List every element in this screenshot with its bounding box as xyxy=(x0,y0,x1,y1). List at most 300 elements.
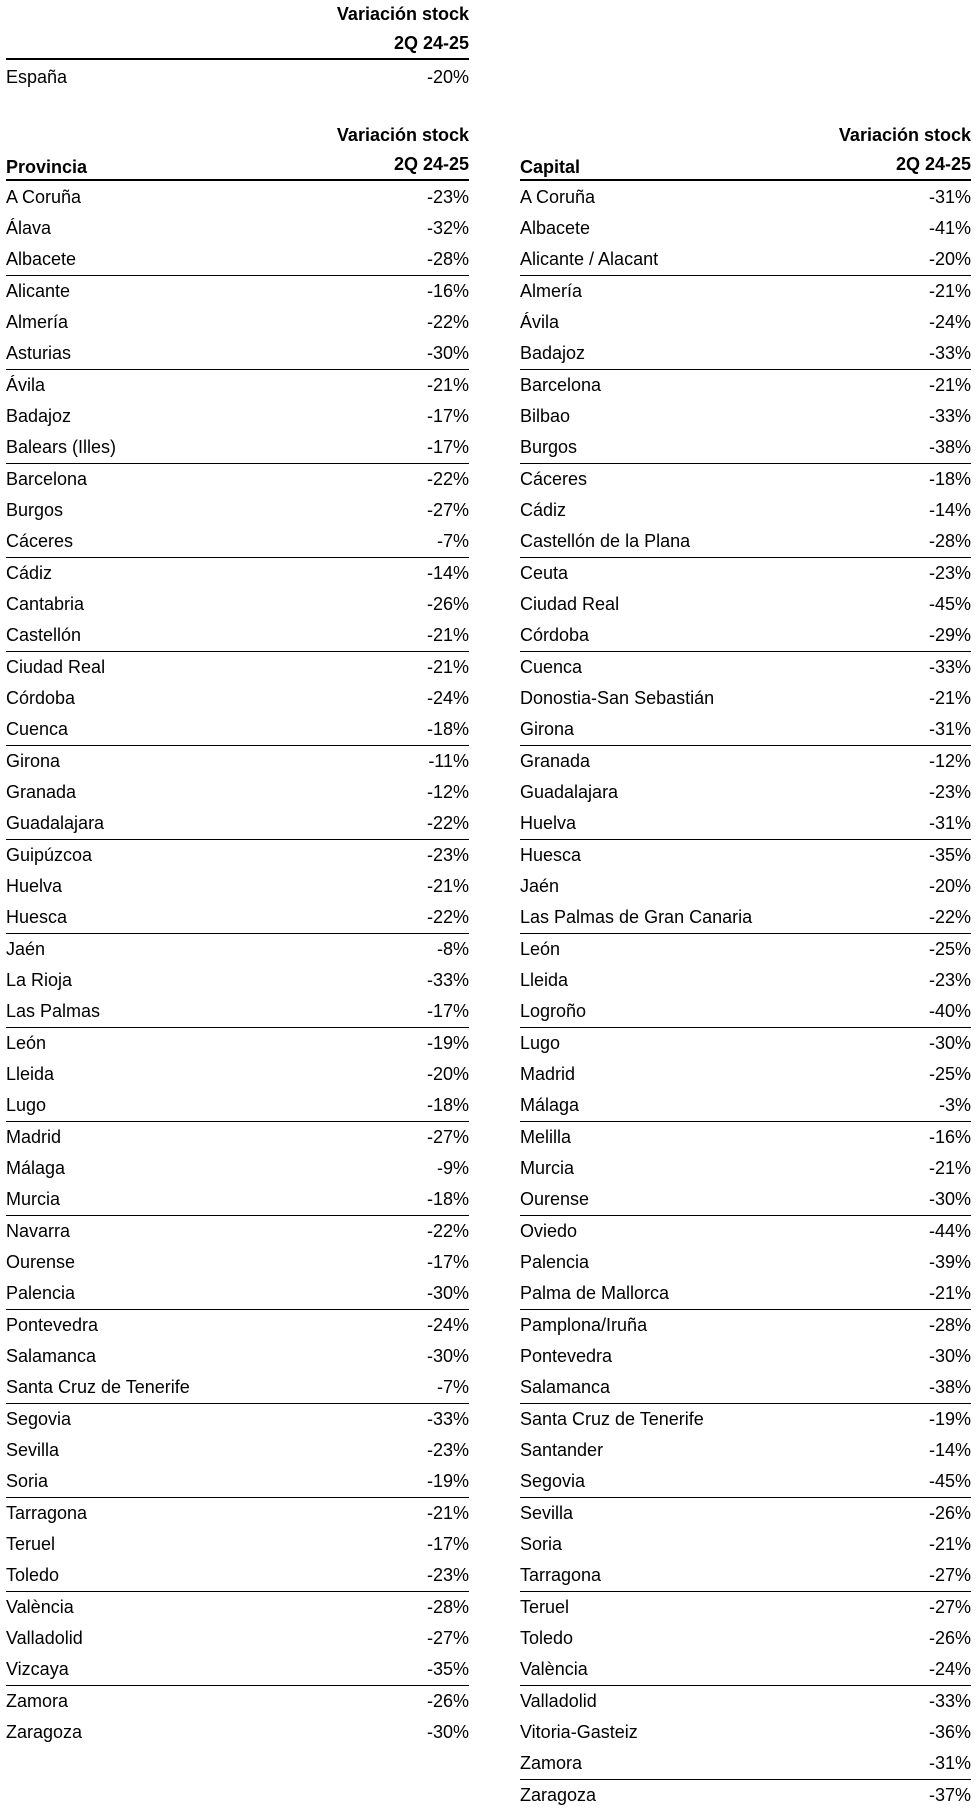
table-row xyxy=(6,1560,469,1592)
table-row xyxy=(6,683,469,714)
row-name: Jaén xyxy=(6,939,46,959)
row-value: -33% xyxy=(928,406,971,426)
row-value: -21% xyxy=(426,625,469,645)
table-row xyxy=(6,871,469,902)
row-name: Badajoz xyxy=(520,343,586,363)
table-row xyxy=(6,558,469,589)
row-name: Ávila xyxy=(520,312,560,332)
row-value: -28% xyxy=(426,1597,469,1617)
row-name: Logroño xyxy=(520,1001,587,1021)
table-row xyxy=(520,996,971,1028)
row-name: Lugo xyxy=(6,1095,47,1115)
table-row xyxy=(6,1247,469,1278)
capital-header-rule xyxy=(520,179,971,181)
row-value: -22% xyxy=(426,907,469,927)
row-value: -26% xyxy=(928,1503,971,1523)
table-row xyxy=(6,1059,469,1090)
row-value: -27% xyxy=(426,1127,469,1147)
row-value: -30% xyxy=(426,1722,469,1742)
row-value: -33% xyxy=(928,1691,971,1711)
row-value: -21% xyxy=(928,281,971,301)
row-name: Barcelona xyxy=(520,375,602,395)
row-value: -11% xyxy=(428,751,469,771)
table-row xyxy=(520,182,971,213)
row-name: Almería xyxy=(520,281,583,301)
capital-table-header xyxy=(520,124,971,180)
row-name: Huesca xyxy=(6,907,68,927)
row-value: -30% xyxy=(426,1283,469,1303)
row-name: Madrid xyxy=(520,1064,576,1084)
espana-table-header xyxy=(6,0,469,58)
row-value: -20% xyxy=(426,1064,469,1084)
row-value: -27% xyxy=(426,500,469,520)
row-name: Ceuta xyxy=(520,563,569,583)
row-name: Ciudad Real xyxy=(6,657,106,677)
table-row xyxy=(6,1717,469,1748)
row-name: Cáceres xyxy=(6,531,74,551)
row-name: Melilla xyxy=(520,1127,572,1147)
row-name: Castellón de la Plana xyxy=(520,531,691,551)
row-value: -32% xyxy=(426,218,469,238)
table-row xyxy=(6,338,469,370)
row-value: -30% xyxy=(928,1346,971,1366)
row-value: -45% xyxy=(928,594,971,614)
row-name: Murcia xyxy=(520,1158,575,1178)
table-row xyxy=(520,1122,971,1153)
provincia-header-line1: Variación stock xyxy=(336,125,469,145)
row-value: -27% xyxy=(928,1597,971,1617)
row-name: Lleida xyxy=(6,1064,55,1084)
table-row xyxy=(6,652,469,683)
row-name: València xyxy=(520,1659,588,1679)
row-name: Tarragona xyxy=(520,1565,602,1585)
row-name: Tarragona xyxy=(6,1503,88,1523)
table-row xyxy=(520,526,971,558)
row-name: Sevilla xyxy=(6,1440,60,1460)
table-row xyxy=(520,965,971,996)
table-row xyxy=(520,1529,971,1560)
row-name: Segovia xyxy=(6,1409,72,1429)
row-name: Burgos xyxy=(6,500,64,520)
table-row xyxy=(6,746,469,777)
row-name: Cuenca xyxy=(6,719,69,739)
table-row xyxy=(520,558,971,589)
row-value: -26% xyxy=(928,1628,971,1648)
row-value: -21% xyxy=(928,688,971,708)
row-value: -18% xyxy=(928,469,971,489)
table-row xyxy=(6,182,469,213)
row-value: -23% xyxy=(426,1440,469,1460)
table-row xyxy=(6,1216,469,1247)
row-name: Salamanca xyxy=(6,1346,97,1366)
row-name: Málaga xyxy=(520,1095,580,1115)
table-row xyxy=(6,495,469,526)
row-name: Vizcaya xyxy=(6,1659,69,1679)
row-name: Madrid xyxy=(6,1127,62,1147)
row-value: -21% xyxy=(928,375,971,395)
table-row xyxy=(6,1310,469,1341)
row-value: -17% xyxy=(426,1252,469,1272)
row-name: Albacete xyxy=(6,249,77,269)
row-value: -40% xyxy=(928,1001,971,1021)
table-row xyxy=(520,307,971,338)
row-name: Zaragoza xyxy=(520,1785,597,1805)
row-name: Santa Cruz de Tenerife xyxy=(6,1377,190,1397)
row-value: -22% xyxy=(426,312,469,332)
table-row xyxy=(6,1686,469,1717)
row-value: -22% xyxy=(426,813,469,833)
row-name: Asturias xyxy=(6,343,72,363)
row-value: -30% xyxy=(426,343,469,363)
table-row xyxy=(6,1435,469,1466)
row-value: -18% xyxy=(426,1095,469,1115)
table-row xyxy=(6,777,469,808)
table-row xyxy=(520,464,971,495)
row-name: Palencia xyxy=(6,1283,76,1303)
row-value: -18% xyxy=(426,1189,469,1209)
table-row xyxy=(520,276,971,307)
row-value: -33% xyxy=(928,657,971,677)
row-name: Lugo xyxy=(520,1033,561,1053)
espana-table xyxy=(6,0,469,93)
table-row xyxy=(520,1404,971,1435)
table-row xyxy=(520,1372,971,1404)
row-name: León xyxy=(520,939,561,959)
row-name: Córdoba xyxy=(520,625,590,645)
row-value: -30% xyxy=(928,1189,971,1209)
table-row xyxy=(6,307,469,338)
table-row xyxy=(520,1310,971,1341)
table-row xyxy=(6,1654,469,1686)
row-name: Pontevedra xyxy=(6,1315,99,1335)
table-row xyxy=(520,589,971,620)
table-row xyxy=(520,370,971,401)
table-row xyxy=(520,1623,971,1654)
provincia-column-label: Provincia xyxy=(6,157,88,177)
row-name: Palma de Mallorca xyxy=(520,1283,670,1303)
espana-header-rule xyxy=(6,58,469,60)
provincia-header-line2: 2Q 24-25 xyxy=(393,154,469,174)
row-value: -22% xyxy=(426,469,469,489)
row-name: Pontevedra xyxy=(520,1346,613,1366)
row-value: -23% xyxy=(928,563,971,583)
table-row xyxy=(520,1654,971,1686)
row-name: La Rioja xyxy=(6,970,73,990)
table-row xyxy=(6,464,469,495)
row-value: -14% xyxy=(426,563,469,583)
table-row xyxy=(6,1404,469,1435)
row-name: Cádiz xyxy=(520,500,567,520)
espana-header-line2: 2Q 24-25 xyxy=(393,33,469,53)
row-name: Navarra xyxy=(6,1221,71,1241)
table-row xyxy=(6,432,469,464)
table-row xyxy=(6,840,469,871)
table-row xyxy=(520,777,971,808)
row-value: -31% xyxy=(928,1753,971,1773)
row-value: -27% xyxy=(928,1565,971,1585)
table-row xyxy=(6,1090,469,1122)
row-name: Palencia xyxy=(520,1252,590,1272)
table-row xyxy=(520,1748,971,1780)
table-row xyxy=(520,714,971,746)
table-row xyxy=(520,1184,971,1216)
row-value: -21% xyxy=(928,1534,971,1554)
row-name: Toledo xyxy=(6,1565,60,1585)
capital-header-line2: 2Q 24-25 xyxy=(895,154,971,174)
capital-header-line1: Variación stock xyxy=(838,125,971,145)
row-name: Soria xyxy=(520,1534,563,1554)
row-name: Girona xyxy=(6,751,61,771)
table-row xyxy=(520,620,971,652)
table-row xyxy=(6,1122,469,1153)
row-value: -14% xyxy=(928,500,971,520)
row-name: Jaén xyxy=(520,876,560,896)
table-row xyxy=(520,495,971,526)
table-row xyxy=(520,1090,971,1122)
row-name: Sevilla xyxy=(520,1503,574,1523)
row-name: Salamanca xyxy=(520,1377,611,1397)
row-value: -20% xyxy=(928,876,971,896)
row-name: Huesca xyxy=(520,845,582,865)
row-name: Huelva xyxy=(6,876,63,896)
row-value: -7% xyxy=(436,1377,469,1397)
row-value: -35% xyxy=(928,845,971,865)
row-value: -35% xyxy=(426,1659,469,1679)
row-value: -36% xyxy=(928,1722,971,1742)
row-value: -37% xyxy=(928,1785,971,1805)
row-value: -39% xyxy=(928,1252,971,1272)
row-name: Álava xyxy=(6,218,52,238)
table-row xyxy=(6,996,469,1028)
row-name: Santander xyxy=(520,1440,604,1460)
row-value: -21% xyxy=(426,657,469,677)
capital-table xyxy=(520,124,971,1811)
table-row xyxy=(520,244,971,276)
table-row xyxy=(520,213,971,244)
row-value: -30% xyxy=(426,1346,469,1366)
row-value: -21% xyxy=(426,1503,469,1523)
table-row xyxy=(6,1028,469,1059)
table-row xyxy=(520,652,971,683)
row-value: -8% xyxy=(436,939,469,959)
row-name: Teruel xyxy=(6,1534,56,1554)
row-value: -28% xyxy=(928,1315,971,1335)
row-name: Guipúzcoa xyxy=(6,845,93,865)
table-row xyxy=(6,934,469,965)
row-value: -44% xyxy=(928,1221,971,1241)
row-value: -19% xyxy=(928,1409,971,1429)
row-name: Almería xyxy=(6,312,69,332)
table-row xyxy=(6,213,469,244)
table-row xyxy=(520,338,971,370)
row-value: -31% xyxy=(928,187,971,207)
row-name: Valladolid xyxy=(6,1628,83,1648)
table-row xyxy=(520,1466,971,1498)
row-name: Ourense xyxy=(6,1252,76,1272)
espana-row-name: España xyxy=(6,67,68,87)
table-row xyxy=(520,683,971,714)
espana-row xyxy=(6,62,469,93)
table-row xyxy=(6,401,469,432)
row-name: Soria xyxy=(6,1471,49,1491)
row-name: Cantabria xyxy=(6,594,85,614)
espana-header-line1: Variación stock xyxy=(336,4,469,24)
table-row xyxy=(520,1153,971,1184)
provincia-rows xyxy=(6,182,469,1748)
row-name: Bilbao xyxy=(520,406,571,426)
row-name: Oviedo xyxy=(520,1221,578,1241)
row-name: Ciudad Real xyxy=(520,594,620,614)
table-row xyxy=(520,871,971,902)
row-name: Guadalajara xyxy=(6,813,105,833)
row-name: Pamplona/Iruña xyxy=(520,1315,648,1335)
row-name: Lleida xyxy=(520,970,569,990)
row-value: -31% xyxy=(928,719,971,739)
row-value: -22% xyxy=(426,1221,469,1241)
row-value: -16% xyxy=(928,1127,971,1147)
row-name: Murcia xyxy=(6,1189,61,1209)
row-value: -23% xyxy=(928,782,971,802)
row-name: A Coruña xyxy=(520,187,596,207)
row-name: Málaga xyxy=(6,1158,66,1178)
row-value: -19% xyxy=(426,1471,469,1491)
row-value: -25% xyxy=(928,939,971,959)
row-value: -38% xyxy=(928,437,971,457)
table-row xyxy=(520,1216,971,1247)
row-value: -17% xyxy=(426,406,469,426)
row-value: -17% xyxy=(426,1001,469,1021)
row-value: -38% xyxy=(928,1377,971,1397)
row-name: Vitoria-Gasteiz xyxy=(520,1722,638,1742)
table-row xyxy=(6,1153,469,1184)
table-row xyxy=(520,1028,971,1059)
row-name: Segovia xyxy=(520,1471,586,1491)
row-name: Ávila xyxy=(6,375,46,395)
table-row xyxy=(6,902,469,934)
table-row xyxy=(6,1184,469,1216)
row-value: -12% xyxy=(426,782,469,802)
provincia-table-header xyxy=(6,124,469,180)
table-row xyxy=(520,1686,971,1717)
row-name: Barcelona xyxy=(6,469,88,489)
row-name: Las Palmas xyxy=(6,1001,101,1021)
table-row xyxy=(520,902,971,934)
table-row xyxy=(6,1278,469,1310)
row-value: -33% xyxy=(426,1409,469,1429)
table-row xyxy=(6,1592,469,1623)
table-row xyxy=(520,1059,971,1090)
table-row xyxy=(520,1592,971,1623)
row-name: València xyxy=(6,1597,74,1617)
row-name: Girona xyxy=(520,719,575,739)
row-value: -30% xyxy=(928,1033,971,1053)
capital-column-label: Capital xyxy=(520,157,581,177)
row-value: -3% xyxy=(938,1095,971,1115)
row-name: Santa Cruz de Tenerife xyxy=(520,1409,704,1429)
table-row xyxy=(520,1247,971,1278)
table-row xyxy=(6,1529,469,1560)
row-name: León xyxy=(6,1033,47,1053)
row-name: Valladolid xyxy=(520,1691,597,1711)
table-row xyxy=(520,401,971,432)
table-row xyxy=(520,1278,971,1310)
table-row xyxy=(6,1466,469,1498)
row-value: -29% xyxy=(928,625,971,645)
row-name: Cáceres xyxy=(520,469,588,489)
table-row xyxy=(520,432,971,464)
provincia-header-rule xyxy=(6,179,469,181)
row-name: Córdoba xyxy=(6,688,76,708)
row-value: -17% xyxy=(426,437,469,457)
row-value: -9% xyxy=(436,1158,469,1178)
table-row xyxy=(520,746,971,777)
row-value: -24% xyxy=(426,1315,469,1335)
table-row xyxy=(520,934,971,965)
row-name: Teruel xyxy=(520,1597,570,1617)
row-name: Huelva xyxy=(520,813,577,833)
table-row xyxy=(520,1560,971,1592)
espana-row-value: -20% xyxy=(426,67,469,87)
table-row xyxy=(6,589,469,620)
row-value: -28% xyxy=(426,249,469,269)
row-name: Las Palmas de Gran Canaria xyxy=(520,907,753,927)
table-row xyxy=(6,714,469,746)
row-value: -21% xyxy=(928,1283,971,1303)
row-name: Granada xyxy=(520,751,591,771)
row-name: Guadalajara xyxy=(520,782,619,802)
table-row xyxy=(6,620,469,652)
table-row xyxy=(520,840,971,871)
row-value: -18% xyxy=(426,719,469,739)
row-value: -21% xyxy=(426,375,469,395)
row-value: -33% xyxy=(426,970,469,990)
row-value: -16% xyxy=(426,281,469,301)
row-value: -25% xyxy=(928,1064,971,1084)
row-name: Zaragoza xyxy=(6,1722,83,1742)
table-row xyxy=(520,1341,971,1372)
row-value: -41% xyxy=(928,218,971,238)
row-value: -21% xyxy=(928,1158,971,1178)
row-name: Granada xyxy=(6,782,77,802)
table-row xyxy=(6,1372,469,1404)
row-value: -28% xyxy=(928,531,971,551)
row-value: -23% xyxy=(426,187,469,207)
row-name: Albacete xyxy=(520,218,591,238)
row-value: -27% xyxy=(426,1628,469,1648)
table-row xyxy=(6,1623,469,1654)
row-value: -24% xyxy=(426,688,469,708)
row-name: Donostia-San Sebastián xyxy=(520,688,715,708)
row-value: -26% xyxy=(426,1691,469,1711)
table-row xyxy=(520,1498,971,1529)
row-value: -21% xyxy=(426,876,469,896)
table-row xyxy=(6,276,469,307)
table-row xyxy=(520,1435,971,1466)
row-value: -31% xyxy=(928,813,971,833)
row-name: Balears (Illes) xyxy=(6,437,117,457)
row-value: -23% xyxy=(928,970,971,990)
row-name: Ourense xyxy=(520,1189,590,1209)
row-name: Cádiz xyxy=(6,563,53,583)
row-value: -17% xyxy=(426,1534,469,1554)
row-name: A Coruña xyxy=(6,187,82,207)
table-row xyxy=(6,370,469,401)
row-value: -19% xyxy=(426,1033,469,1053)
row-name: Cuenca xyxy=(520,657,583,677)
table-row xyxy=(6,808,469,840)
table-row xyxy=(6,526,469,558)
row-name: Badajoz xyxy=(6,406,72,426)
